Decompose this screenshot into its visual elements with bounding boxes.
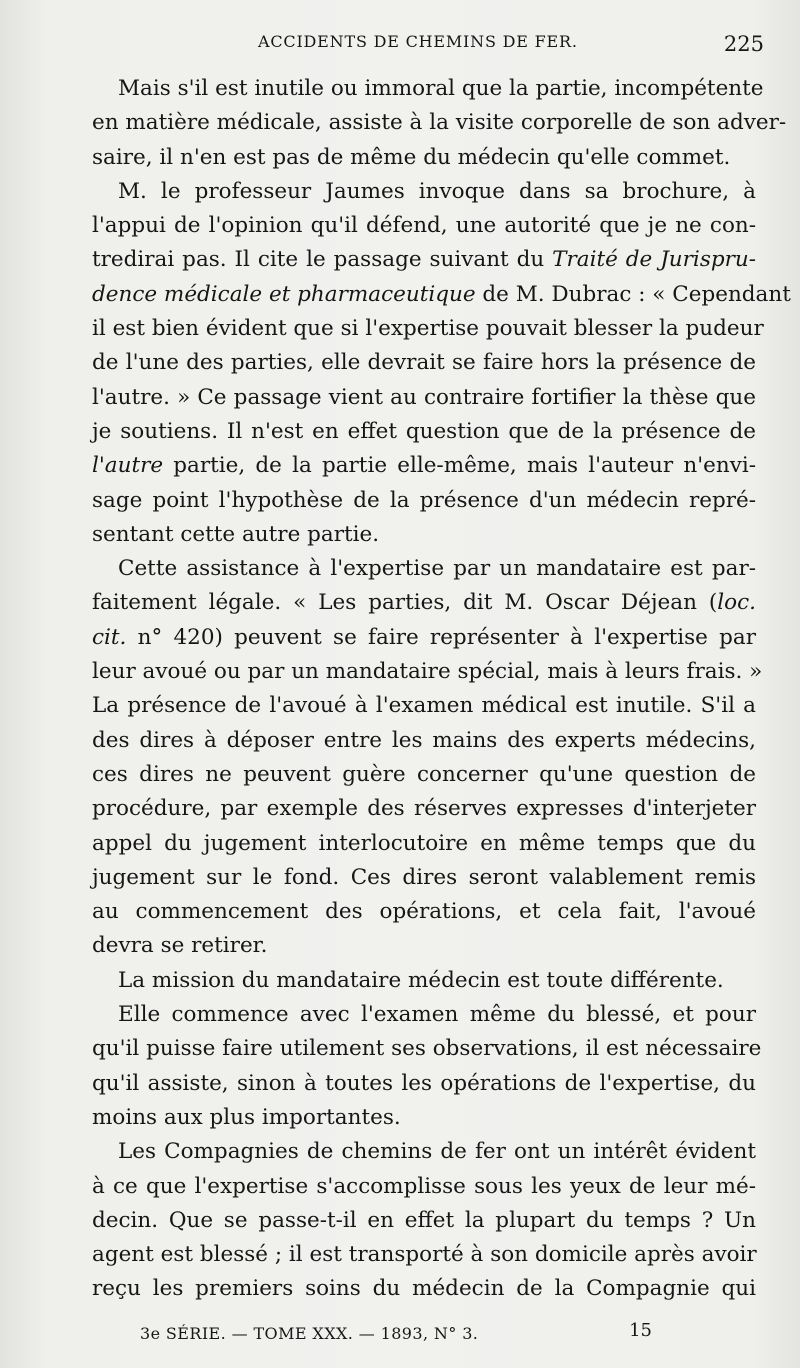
page-number: 225 bbox=[723, 32, 764, 56]
signature-mark: 15 bbox=[629, 1320, 652, 1341]
text-line: Cette assistance à l'expertise par un mandataire est par- bbox=[118, 556, 756, 582]
text-line: reçu les premiers soins du médecin de la Compagnie qui bbox=[92, 1276, 756, 1302]
text-line: La présence de l'avoué à l'examen médical est inutile. S'il a bbox=[92, 693, 756, 719]
text-line: decin. Que se passe-t-il en effet la plupart du temps ? Un bbox=[92, 1207, 756, 1233]
text-line: tredirai pas. Il cite le passage suivant du Traité de Jurispru- bbox=[92, 247, 756, 273]
series-line: 3e SÉRIE. — TOME XXX. — 1893, N° 3. bbox=[140, 1324, 479, 1343]
text-line: Elle commence avec l'examen même du blessé, et pour bbox=[118, 1002, 756, 1028]
italic-title: dence médicale et pharmaceutique bbox=[92, 281, 476, 307]
text-line: à ce que l'expertise s'accomplisse sous les yeux de leur mé- bbox=[92, 1173, 756, 1199]
text-line: je soutiens. Il n'est en effet question que de la présence de bbox=[92, 418, 756, 444]
text-line: Les Compagnies de chemins de fer ont un intérêt évident bbox=[118, 1139, 756, 1165]
text-line: agent est blessé ; il est transporté à son domicile après avoir bbox=[92, 1242, 757, 1268]
text-line: des dires à déposer entre les mains des experts médecins, bbox=[92, 727, 756, 753]
italic-abbrev: cit. bbox=[92, 624, 127, 650]
text-line: il est bien évident que si l'expertise pouvait blesser la pudeur bbox=[92, 316, 764, 342]
text-line: qu'il assiste, sinon à toutes les opérations de l'expertise, du bbox=[92, 1070, 756, 1096]
text-line: appel du jugement interlocutoire en même temps que du bbox=[92, 830, 756, 856]
italic-abbrev: loc. bbox=[717, 590, 756, 616]
text-line: devra se retirer. bbox=[92, 933, 268, 959]
text-line: cit. n° 420) peuvent se faire représenter à l'expertise par bbox=[92, 624, 756, 650]
text-line: sentant cette autre partie. bbox=[92, 521, 380, 547]
italic-word: l'autre bbox=[92, 453, 164, 479]
text-line: en matière médicale, assiste à la visite corporelle de son adver- bbox=[92, 110, 787, 136]
text-line: saire, il n'en est pas de même du médecin qu'elle commet. bbox=[92, 144, 731, 170]
text-line: Mais s'il est inutile ou immoral que la partie, incompétente bbox=[118, 76, 764, 101]
italic-title: Traité de Jurispru- bbox=[552, 247, 756, 273]
text-line: l'appui de l'opinion qu'il défend, une autorité que je ne con- bbox=[92, 213, 756, 239]
page-footer bbox=[140, 1320, 660, 1352]
page-header bbox=[92, 32, 764, 62]
text-line: ces dires ne peuvent guère concerner qu'une question de bbox=[92, 761, 756, 787]
text-line: faitement légale. « Les parties, dit M. Oscar Déjean (loc. bbox=[92, 590, 756, 616]
text-line: La mission du mandataire médecin est toute différente. bbox=[118, 967, 724, 993]
text-line: l'autre partie, de la partie elle-même, mais l'auteur n'envi- bbox=[92, 453, 756, 479]
text-line: dence médicale et pharmaceutique de M. Dubrac : « Cependant bbox=[92, 281, 791, 307]
text-line: l'autre. » Ce passage vient au contraire fortifier la thèse que bbox=[92, 384, 756, 410]
text-line: sage point l'hypothèse de la présence d'un médecin repré- bbox=[92, 487, 756, 513]
text-line: moins aux plus importantes. bbox=[92, 1104, 401, 1130]
text-line: au commencement des opérations, et cela fait, l'avoué bbox=[92, 899, 756, 925]
text-line: procédure, par exemple des réserves expresses d'interjeter bbox=[92, 796, 756, 822]
running-title: ACCIDENTS DE CHEMINS DE FER. bbox=[258, 32, 578, 51]
body-text bbox=[92, 72, 791, 1307]
text-line: M. le professeur Jaumes invoque dans sa brochure, à bbox=[118, 178, 756, 204]
text-line: qu'il puisse faire utilement ses observations, il est nécessaire bbox=[92, 1036, 762, 1062]
text-line: de l'une des parties, elle devrait se faire hors la présence de bbox=[92, 350, 756, 376]
text-line: jugement sur le fond. Ces dires seront valablement remis bbox=[92, 864, 756, 890]
text-line: leur avoué ou par un mandataire spécial, mais à leurs frais. » bbox=[92, 659, 763, 685]
